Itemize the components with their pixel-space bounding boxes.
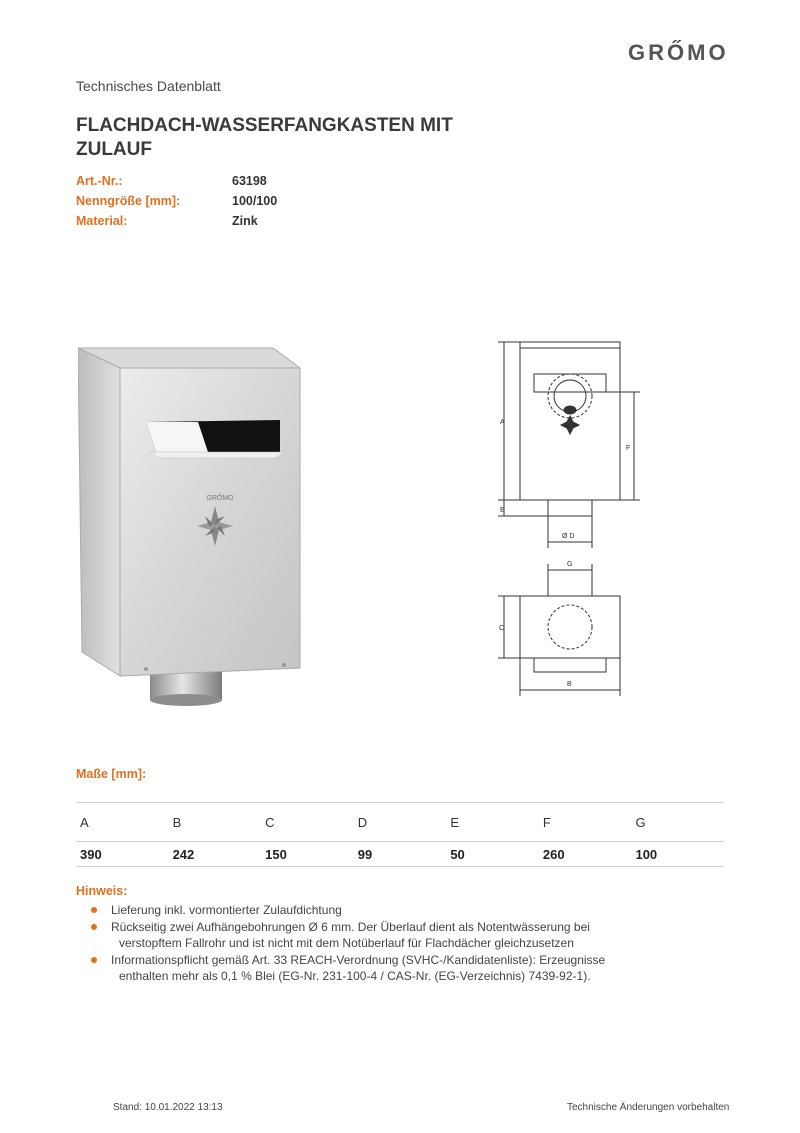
table-cell: 50	[450, 846, 465, 862]
property-key: Nenngröße [mm]:	[76, 194, 181, 208]
title-line-1: FLACHDACH-WASSERFANGKASTEN MIT	[76, 115, 453, 136]
property-row	[76, 194, 277, 214]
product-photo	[78, 340, 318, 712]
table-header-cell: A	[80, 814, 89, 830]
dim-label-d: Ø D	[562, 533, 575, 540]
note-text-continued: verstopftem Fallrohr und ist nicht mit dem Notüberlauf für Flachdächer gleichzusetzen	[119, 936, 574, 950]
table-header-cell: G	[635, 814, 646, 830]
note-text: Rückseitig zwei Aufhängebohrungen Ø 6 mm. Der Überlauf dient als Notentwässerung bei	[111, 919, 590, 934]
property-value: 100/100	[232, 194, 278, 208]
property-row	[76, 214, 277, 234]
property-row	[76, 174, 277, 194]
property-key: Material:	[76, 214, 128, 228]
table-cell: 150	[265, 846, 287, 862]
table-cell: 390	[80, 846, 102, 862]
table-cell: 260	[542, 846, 565, 862]
notes-list	[90, 902, 670, 985]
technical-drawing	[490, 328, 640, 708]
bullet-icon	[91, 957, 97, 963]
note-text-continued: enthalten mehr als 0,1 % Blei (EG-Nr. 231-100-4 / CAS-Nr. (EG-Verzeichnis) 7439-92-1).	[119, 969, 591, 983]
divider	[76, 866, 724, 867]
property-value: 63198	[232, 174, 267, 188]
dim-label-e: E	[500, 507, 505, 514]
dimensions-label: Maße [mm]:	[76, 767, 147, 781]
footer-date: Stand: 10.01.2022 13:13	[113, 1102, 223, 1113]
dim-label-g: G	[567, 561, 573, 568]
table-header-cell: E	[450, 814, 459, 830]
list-item	[90, 919, 670, 952]
notes-label: Hinweis:	[76, 884, 128, 898]
properties-list	[76, 174, 277, 234]
dimensions-table	[76, 802, 724, 867]
table-header-cell: C	[265, 814, 275, 830]
photo-logo: GRŐMO	[206, 495, 234, 502]
list-item	[90, 952, 670, 985]
footer-disclaimer: Technische Änderungen vorbehalten	[567, 1102, 730, 1113]
table-cell: 100	[635, 846, 658, 862]
title-line-2: ZULAUF	[76, 139, 152, 160]
list-item	[90, 902, 670, 919]
property-key: Art.-Nr.:	[76, 174, 123, 188]
table-header-cell: F	[542, 814, 551, 830]
table-row	[76, 842, 724, 866]
table-header-row	[76, 803, 724, 841]
dim-label-f: F	[626, 445, 631, 452]
table-header-cell: B	[172, 814, 182, 830]
dim-label-a: A	[500, 419, 505, 426]
note-text: Informationspflicht gemäß Art. 33 REACH-Verordnung (SVHC-/Kandidatenliste): Erzeugnisse	[111, 952, 606, 967]
bullet-icon	[91, 907, 97, 913]
page-title	[76, 114, 516, 162]
property-value: Zink	[232, 214, 258, 228]
table-cell: 99	[357, 846, 373, 862]
bullet-icon	[91, 924, 97, 930]
table-cell: 242	[172, 846, 195, 862]
document-type: Technisches Datenblatt	[76, 78, 221, 94]
dim-label-b: B	[567, 681, 572, 688]
table-header-cell: D	[357, 814, 368, 830]
note-text: Lieferung inkl. vormontierter Zulaufdichtung	[111, 903, 342, 917]
brand-logo: GRŐMO	[628, 40, 729, 65]
dim-label-c: C	[499, 625, 505, 632]
